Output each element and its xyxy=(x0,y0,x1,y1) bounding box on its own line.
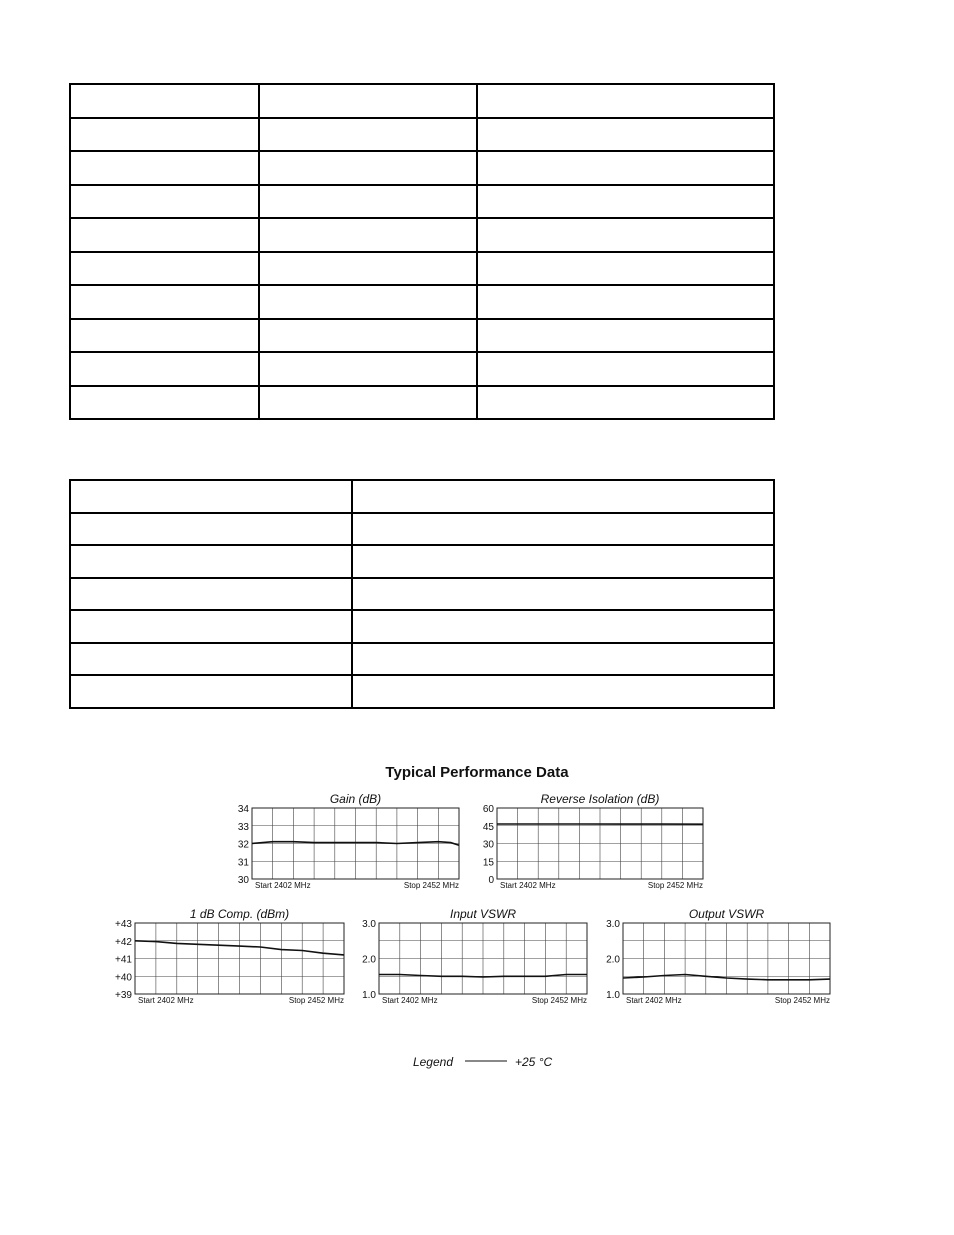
x-stop-label: Stop 2452 MHz xyxy=(403,881,459,890)
x-start-label: Start 2402 MHz xyxy=(500,881,556,890)
chart-grid xyxy=(135,923,344,994)
y-tick-label: +41 xyxy=(115,954,132,966)
y-tick-label: +39 xyxy=(115,990,132,1001)
x-stop-label: Stop 2452 MHz xyxy=(531,996,587,1005)
legend-series-label: +25 °C xyxy=(515,1055,553,1069)
y-tick-label: +42 xyxy=(115,936,132,948)
chart-title: Gain (dB) xyxy=(329,792,382,806)
chart-output-vswr xyxy=(606,907,830,1005)
chart-grid xyxy=(497,808,703,879)
y-tick-label: 33 xyxy=(237,821,249,833)
y-tick-label: 32 xyxy=(237,839,249,851)
chart-grid xyxy=(379,923,587,994)
x-start-label: Start 2402 MHz xyxy=(255,881,311,890)
y-tick-label: 1.0 xyxy=(362,990,376,1001)
y-tick-label: 30 xyxy=(482,839,494,851)
chart-title: Reverse Isolation (dB) xyxy=(540,792,660,806)
y-tick-label: 2.0 xyxy=(362,954,376,966)
x-start-label: Start 2402 MHz xyxy=(382,996,438,1005)
y-tick-label: 31 xyxy=(237,857,249,869)
y-tick-label: 3.0 xyxy=(606,919,620,930)
x-stop-label: Stop 2452 MHz xyxy=(774,996,830,1005)
chart-grid xyxy=(252,808,459,879)
chart-1-db-comp-dbm xyxy=(115,907,344,1005)
chart-title: Output VSWR xyxy=(688,907,765,921)
chart-input-vswr xyxy=(362,907,587,1005)
y-tick-label: 2.0 xyxy=(606,954,620,966)
chart-title: Input VSWR xyxy=(449,907,517,921)
y-tick-label: 1.0 xyxy=(606,990,620,1001)
y-tick-label: 15 xyxy=(482,857,494,869)
x-start-label: Start 2402 MHz xyxy=(138,996,194,1005)
chart-title: 1 dB Comp. (dBm) xyxy=(189,907,290,921)
y-tick-label: 60 xyxy=(482,804,494,815)
performance-title: Typical Performance Data xyxy=(385,764,569,781)
legend xyxy=(413,1055,553,1069)
y-tick-label: +43 xyxy=(115,919,132,930)
legend-label: Legend xyxy=(412,1055,453,1069)
y-tick-label: 3.0 xyxy=(362,919,376,930)
x-stop-label: Stop 2452 MHz xyxy=(647,881,703,890)
x-stop-label: Stop 2452 MHz xyxy=(288,996,344,1005)
chart-gain-db xyxy=(238,792,459,890)
y-tick-label: 30 xyxy=(237,875,249,886)
y-tick-label: +40 xyxy=(115,972,132,984)
y-tick-label: 0 xyxy=(488,875,494,886)
x-start-label: Start 2402 MHz xyxy=(626,996,682,1005)
y-tick-label: 34 xyxy=(237,804,249,815)
y-tick-label: 45 xyxy=(482,821,494,833)
chart-reverse-isolation-db xyxy=(483,792,703,890)
chart-grid xyxy=(623,923,830,994)
